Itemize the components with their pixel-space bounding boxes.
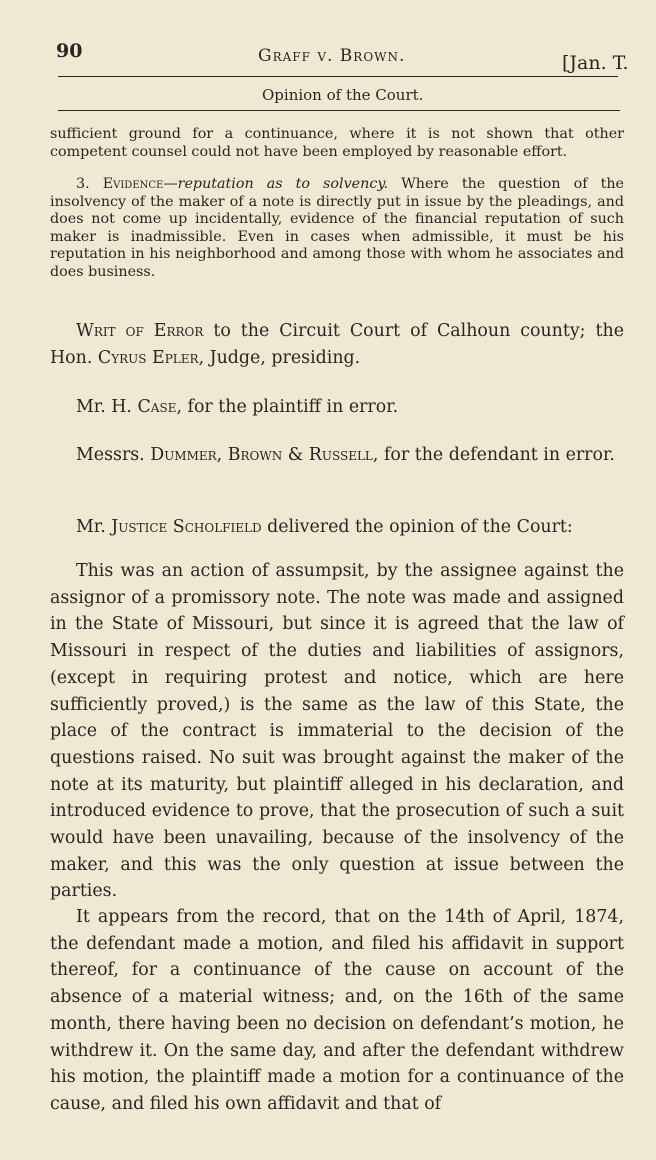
justice-name: Justice Scholfield bbox=[111, 517, 262, 537]
plaintiff-counsel-text: for the plaintiff in error. bbox=[187, 397, 399, 417]
opinion-paragraph-1 bbox=[50, 558, 624, 905]
headnote-evidence: 3. Evidence—reputation as to solvency. Where the question of the insolvency of the maker of a note is directly put in issue by the pleadings, and does not come up incidentally, evidence of the financial reputation of such maker is inadmissible. Even in cases when admissible, it must be his reputation in his neighborhood and among those with whom he associates and does business. bbox=[50, 176, 624, 280]
section-heading: Opinion of the Court. bbox=[262, 86, 424, 104]
plaintiff-counsel-name: Case, bbox=[137, 397, 182, 417]
defendant-counsel bbox=[50, 442, 624, 469]
term-label: [Jan. T. bbox=[562, 52, 629, 74]
page-number: 90 bbox=[56, 40, 83, 62]
writ-text-2: Judge, presiding. bbox=[209, 347, 361, 368]
opinion-intro-text: delivered the opinion of the Court: bbox=[267, 517, 573, 537]
opinion-paragraph-1-text: This was an action of assumpsit, by the assignee against the assignor of a promissory note. The note was made and assigned in the State of Missouri, but since it is agreed that the law of Missouri in respect of the duties and liabilities of assignors, (except in requiring protest and notice, which are here sufficiently proved,) is the same as the law of this State, the place of the contract is immaterial to the decision of the questions raised. No suit was brought against the maker of the note at its maturity, but plaintiff alleged in his declaration, and introduced evidence to prove, that the prosecution of such a suit would have been unavailing, because of the insolvency of the maker, and this was the only question at issue between the parties. bbox=[50, 561, 624, 902]
writ-of-error bbox=[50, 318, 624, 371]
opinion-intro-prefix: Mr. bbox=[76, 517, 106, 537]
writ-hon: Hon. bbox=[50, 347, 93, 368]
headnote-evidence-label: 3. Evidence bbox=[76, 176, 164, 192]
opinion-paragraph-2-text: It appears from the record, that on the 14th of April, 1874, the defendant made a motion, and filed his affidavit in support thereof, for a continuance of the cause on account of the absence of a material witness; and, on the 16th of the same month, there having been no decision on defendant’s motion, he withdrew it. On the same day, and after the defendant withdrew his motion, the plaintiff made a motion for a continuance of the cause, and filed his own affidavit and that of bbox=[50, 907, 624, 1114]
judge-name: Cyrus Epler, bbox=[97, 347, 205, 368]
running-title: Graff v. Brown. bbox=[258, 46, 406, 66]
headnote-evidence-topic: reputation as to solvency. bbox=[177, 176, 389, 192]
opinion-intro bbox=[50, 514, 624, 541]
defendant-counsel-text: for the defendant in error. bbox=[383, 445, 615, 465]
writ-label: Writ of Error bbox=[76, 321, 204, 341]
plaintiff-counsel bbox=[50, 394, 624, 421]
writ-text-1: to the Circuit Court of Calhoun county; the bbox=[213, 321, 624, 341]
headnote-evidence-text: Where the question of the insolvency of the maker of a note is directly put in issue by the pleadings, and does not come up incidentally, evidence of the financial reputation of such maker is inadmissible. Even in cases when admissible, it must be his reputation in his neighborhood and among those with whom he associates and does business. bbox=[50, 176, 624, 280]
headnote-continued-text: sufficient ground for a continuance, where it is not shown that other competent counsel could not have been employed by reasonable effort. bbox=[50, 126, 624, 160]
header-rule-top bbox=[58, 76, 618, 77]
page-header bbox=[0, 0, 656, 120]
plaintiff-counsel-prefix: Mr. H. bbox=[76, 397, 132, 417]
header-rule-bottom bbox=[58, 110, 620, 111]
defendant-counsel-names: Dummer, Brown & Russell, bbox=[150, 445, 379, 465]
defendant-counsel-prefix: Messrs. bbox=[76, 445, 145, 465]
headnote-continued bbox=[50, 126, 624, 161]
opinion-paragraph-2 bbox=[50, 904, 624, 1118]
